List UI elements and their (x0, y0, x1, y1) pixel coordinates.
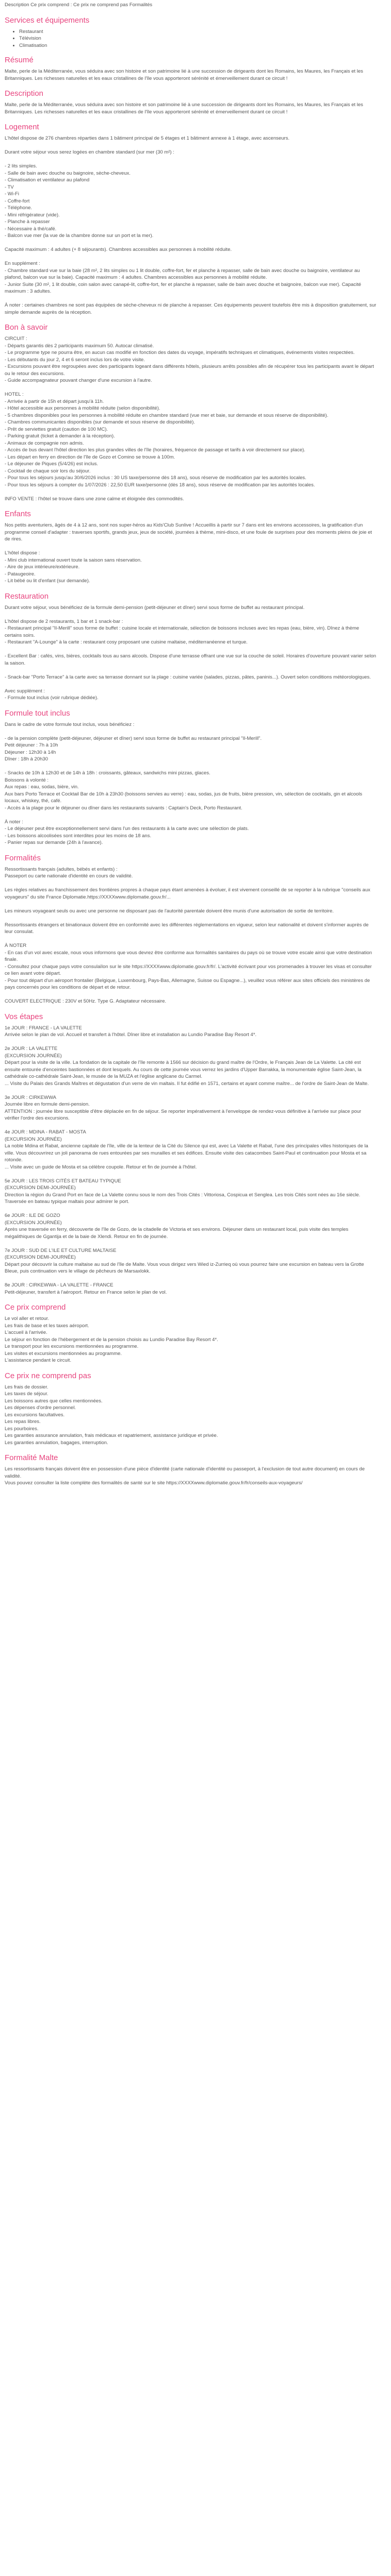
text-line (5, 295, 377, 302)
text-line: - Prêt de serviettes gratuit (caution de 100 MC). (5, 426, 108, 432)
text-line: - Formule tout inclus (voir rubrique dédiée). (5, 695, 99, 701)
text-line: - Lit bébé ou lit d'enfant (sur demande). (5, 578, 90, 584)
text-line: Boissons à volonté : (5, 777, 49, 783)
text-line: - Panier repas sur demande (24h à l'avance). (5, 840, 103, 845)
text-line: - Pour tout départ d'un aéroport frontalier (Belgique, Luxembourg, Pays-Bas, Allemagne, Suisse ou Espagne...), veuillez vous référer aux sites officiels des ministères de pays concernés pour les conditions de départ et de retour. (5, 977, 370, 990)
enfants-block (5, 522, 377, 585)
formalites-heading: Formalités (5, 853, 41, 862)
text-line (5, 763, 377, 770)
text-line: (EXCURSION DEMI-JOURNÉE) (5, 1255, 76, 1260)
text-line: - Arrivée à partir de 15h et départ jusqu'à 11h. (5, 398, 104, 404)
text-line: 1e JOUR : FRANCE - LA VALETTE (5, 1025, 82, 1031)
text-line: L'hôtel dispose de 276 chambres réparties dans 1 bâtiment principal de 5 étages et 1 bâtiment annexe à 1 étage, avec ascenseurs. (5, 135, 290, 141)
text-line (5, 1275, 377, 1282)
text-line: - Les boissons alcoolisées sont interdites pour les moins de 18 ans. (5, 833, 152, 839)
services-list (5, 28, 377, 49)
formalite-malte-heading: Formalité Malte (5, 1453, 58, 1462)
text-line: - Consultez pour chaque pays votre consulaïlon sur le site https://XXXXwww.diplomatie.gouv.fr/fr/. L'activité écrivant pour vos promenades à trouver les visas et consulter ce lien avant votre départ. (5, 963, 372, 976)
text-line: Les excursions facultatives. (5, 1412, 65, 1418)
text-line: Les garanties annulation, bagages, interruption. (5, 1439, 108, 1446)
formalite-malte-block (5, 1466, 377, 1487)
logement-heading: Logement (5, 123, 39, 131)
text-line: - Salle de bain avec douche ou baignoire, sèche-cheveux. (5, 170, 131, 176)
text-line: - Chambres communicantes disponibles (sur demande et sous réserve de disponibilité). (5, 419, 196, 425)
text-line (5, 1039, 377, 1046)
text-line: COUVERT ELECTRIQUE : 230V et 50Hz. Type G. Adaptateur nécessaire. (5, 998, 167, 1004)
text-line (5, 681, 377, 688)
text-line: Petit-déjeuner, transfert à l'aéroport. Retour en France selon le plan de vol. (5, 1289, 167, 1295)
text-line: - Snacks de 10h à 12h30 et de 14h à 18h : croissants, gâteaux, sandwichs mini pizzas, glaces. (5, 770, 210, 776)
description-heading: Description (5, 89, 44, 98)
formule-heading: Formule tout inclus (5, 708, 70, 718)
enfants-heading: Enfants (5, 510, 31, 518)
text-line: Vous pouvez consulter la liste complète des formalités de santé sur le site https://XXXXwww.diplomatie.gouv.fr/fr/conseils-aux-voyageurs/ (5, 1480, 303, 1486)
prix-comprend-heading: Ce prix comprend (5, 1303, 66, 1312)
text-line: Les visites et excursions mentionnées au programme. (5, 1350, 122, 1357)
service-item: • Restaurant (19, 28, 377, 36)
text-line: Les pourboires. (5, 1426, 39, 1432)
text-line: Dîner : 18h à 20h30 (5, 756, 48, 762)
text-line: (EXCURSION JOURNÉE) (5, 1053, 62, 1059)
text-line (5, 253, 377, 261)
text-line: Les boissons autres que celles mentionnées. (5, 1398, 103, 1404)
text-line: Petit déjeuner : 7h à 10h (5, 742, 58, 748)
text-line (5, 1206, 377, 1213)
text-line: À NOTER (5, 943, 27, 948)
bon-a-savoir-heading: Bon à savoir (5, 323, 48, 332)
text-line: - Junior Suite (30 m², 1 lit double, coin salon avec canapé-lit, coffre-fort, fer et planche à repasser, salle de bain avec douche et baignoire, balcon vue mer). Capacité maximum : 3 adultes. (5, 281, 362, 294)
text-line: - Chambre standard vue sur la baie (28 m², 2 lits simples ou 1 lit double, coffre-fort, fer et planche à repasser, salle de bain avec douche ou baignoire, ventilateur au plafond, balcon vue sur la baie). Capacité maximum : 4 adultes. Chambres accessibles aux personnes à mobilité réduite. (5, 267, 360, 280)
text-line: - Le déjeuner de Piques (5/4/26) est inclus. (5, 461, 99, 467)
text-line (5, 728, 377, 735)
prix-comprend-block (5, 1315, 377, 1364)
services-heading: Services et équipements (5, 15, 90, 25)
text-line: Les ressortissants français doivent être en possession d'une pièce d'identité (carte nationale d'identité ou passeport, à l'exclusion de tout autre document) en cours de validité. (5, 1466, 365, 1479)
prix-ne-comprend-block (5, 1384, 377, 1447)
text-line: Journée libre en formule demi-pension. (5, 1101, 90, 1107)
text-line: - TV (5, 184, 14, 190)
text-line: Les frais de base et les taxes aéroport. (5, 1323, 89, 1329)
text-line (5, 1240, 377, 1247)
text-line (5, 142, 377, 149)
text-line: - Accès de bus devant l'hôtel direction les plus grandes villes de l'île (horaires, fréquence de passage et tarifs à voir directement sur place). (5, 447, 305, 453)
text-line: 5e JOUR : LES TROIS CITÉS ET BATEAU TYPIQUE (5, 1178, 121, 1184)
text-line: Les garanties assurance annulation, frais médicaux et rapatriement, assistance juridique et privée. (5, 1433, 218, 1438)
text-line: 4e JOUR : MDINA - RABAT - MOSTA (5, 1129, 86, 1135)
text-line: Aux bars Porto Terrace et Cocktail Bar de 10h à 23h30 (boissons servies au verre) : eau, sodas, jus de fruits, bière pression, vin, sélection de cocktails, gin et alcools locaux, whiskey, thé, café. (5, 791, 363, 804)
text-line: 6e JOUR : ILE DE GOZO (5, 1213, 60, 1218)
text-line (5, 1171, 377, 1178)
text-line (5, 1087, 377, 1094)
text-line: - Nécessaire à thé/café. (5, 226, 57, 232)
text-line: L'accueil à l'arrivée. (5, 1330, 47, 1335)
text-line: - En cas d'un vol avec escale, nous vous informons que vous devrez être conforme aux formalités sanitaires du pays où se trouve votre escale ainsi que votre destination finale. (5, 950, 372, 962)
text-line: Les dépenses d'ordre personnel. (5, 1405, 76, 1411)
service-item: • Climatisation (19, 42, 377, 49)
text-line: L'hôtel dispose : (5, 550, 40, 556)
text-line: Ressortissants français (adultes, bébés et enfants) : (5, 866, 118, 872)
text-line: Aux repas : eau, sodas, bière, vin. (5, 784, 79, 790)
text-line (5, 936, 377, 943)
text-line: Passeport ou carte nationale d'identité en cours de validité. (5, 873, 133, 879)
text-line: Durant votre séjour, vous bénéficiez de la formule demi-pension (petit-déjeuner et dîner) servi sous forme de buffet au restaurant principal. (5, 604, 305, 611)
text-line: Dans le cadre de votre formule tout inclus, vous bénéficiez : (5, 721, 135, 727)
text-line: - Wi-Fi (5, 191, 19, 197)
etapes-heading: Vos étapes (5, 1012, 43, 1021)
text-line: - Planche à repasser (5, 219, 50, 225)
text-line: - Restaurant principal "Il-Merill" sous forme de buffet : cuisine locale et internationale, sélection de boissons incluses avec les repas (eau, bière, vin). Dînez à thème certains soirs. (5, 625, 360, 638)
text-line: 3e JOUR : CIRKEWWA (5, 1094, 56, 1100)
text-line (5, 156, 377, 163)
description-text: Malte, perle de la Méditerranée, vous séduira avec son histoire et son patrimoine lié à une succession de dirigeants dont les Romains, les Maures, les Français et les Britanniques. Les richesses naturelles et les eaux cristallines de l'île vous apporteront sérénité et émerveillement durant ce circuit ! (5, 102, 363, 115)
text-line: - Pataugeoire. (5, 571, 36, 577)
text-line: En supplément : (5, 261, 40, 266)
text-line: - Animaux de compagnie non admis. (5, 440, 84, 446)
text-line: - Restaurant "A-Lounge" à la carte : restaurant cosy proposant une cuisine maltaise, méditerranéenne et turque. (5, 639, 248, 645)
text-line: Les règles relatives au franchissement des frontières propres à chaque pays étant amenées à évoluer, il est vivement conseillé de se reporter à la rubrique "conseils aux voyageurs" du site France Diplomatie.https://XXXXwww.diplomatie.gouv.fr/... (5, 887, 370, 900)
text-line: Capacité maximum : 4 adultes (+ 8 séjourants). Chambres accessibles aux personnes à mobilité réduite. (5, 247, 232, 252)
text-line: - Les départ en ferry en direction de l'île de Gozo et Comino se trouve à 100m. (5, 454, 175, 460)
text-line: - Le déjeuner peut être exceptionnellement servi dans l'un des restaurants à la carte avec une sélection de plats. (5, 826, 249, 832)
etapes-block (5, 1025, 377, 1296)
text-line: INFO VENTE : l'hôtel se trouve dans une zone calme et éloignée des commodités. (5, 496, 184, 502)
text-line: À noter : certaines chambres ne sont pas équipées de sèche-cheveux ni de planche à repasser. Ces équipements peuvent toutefois être mis à disposition gratuitement, sur simple demande auprès de la réception. (5, 302, 377, 315)
text-line (5, 880, 377, 887)
text-line: À noter : (5, 819, 23, 825)
text-line (5, 1122, 377, 1129)
text-line: Le transport pour les excursions mentionnées au programme. (5, 1344, 139, 1349)
text-line: - Coffre-fort (5, 198, 30, 204)
text-line: Déjeuner : 12h30 à 14h (5, 749, 56, 755)
text-line: ... Visite avec un guide de Mosta et sa célèbre coupole. Retour et fin de journée à l'hôtel. (5, 1164, 197, 1170)
text-line: (EXCURSION DEMI-JOURNÉE) (5, 1185, 76, 1191)
text-line: L'hôtel dispose de 2 restaurants, 1 bar et 1 snack-bar : (5, 618, 123, 624)
text-line: Le séjour en fonction de l'hébergement et de la pension choisis au Lundio Paradise Bay Resort 4*. (5, 1336, 218, 1343)
text-line: - Mini club international ouvert toute la saison sans réservation. (5, 557, 142, 563)
text-line: - Cocktail de chaque soir lors du séjour. (5, 468, 91, 474)
text-line: - Guide accompagnateur pouvant changer d'une excursion à l'autre. (5, 378, 152, 383)
text-line: - Aire de jeux intérieure/extérieure. (5, 564, 80, 570)
text-line: Durant votre séjour vous serez logées en chambre standard (sur mer (30 m²) : (5, 149, 174, 155)
text-line (5, 384, 377, 392)
service-item: • Télévision (19, 35, 377, 42)
intro-text: Description Ce prix comprend : Ce prix ne comprend pas Formalités (5, 2, 153, 8)
restauration-block (5, 604, 377, 702)
text-line: Les taxes de séjour. (5, 1391, 48, 1397)
text-line: CIRCUIT : (5, 336, 27, 342)
text-line: Nos petits aventuriers, âgés de 4 à 12 ans, sont nos super-héros au Kids'Club Sunlive ! Accueillis à partir sur 7 dans ent les environs accessoires, la gratification d'un programme conseil d'adapter : traverses sportifs, grands jeux, jeux de société, journées à thème, mini-disco, et une foule de surprises pour des moments pleins de joie et de rires. (5, 522, 372, 542)
text-line: - Balcon vue mer (la vue de la chambre donne sur un port et la mer). (5, 233, 154, 239)
text-line: Après une traversée en ferry, découverte de l'île de Gozo, de la citadelle de Victoria et ses environs. Déjeuner dans un restaurant local, puis visite des temples mégalithiques de Ggantija et de la baie de Xlendi. Retour en fin de journée. (5, 1227, 349, 1240)
text-line: (EXCURSION JOURNÉE) (5, 1136, 62, 1142)
formalites-block (5, 866, 377, 1005)
text-line (5, 611, 377, 618)
text-line: Les repas libres. (5, 1419, 41, 1425)
text-line: - Le programme type ne pourra être, en aucun cas modifié en fonction des dates du voyage, impératifs techniques et climatiques, événements visites respectées. (5, 350, 355, 355)
text-line (5, 914, 377, 922)
prix-ne-comprend-heading: Ce prix ne comprend pas (5, 1371, 91, 1380)
text-line: ATTENTION : journée libre susceptible d'être déplacée en fin de séjour. Se reporter impérativement à l'enveloppe de rendez-vous définitive à l'arrivée sur place pour vérifier l'ordre des excursions. (5, 1108, 362, 1121)
text-line: HOTEL : (5, 392, 24, 397)
text-line: - Mini réfrigérateur (vide). (5, 212, 60, 218)
text-line: La noble Mdina et Rabat, ancienne capitale de l'île, ville de la lenteur de la Cité du Silence qui est, avec La Valette et Rabat, l'une des principales villes historiques de la ville. Vous découvrirez un joli panorama de rues entourées par ses murailles et ses édifices. Ensuite visite des catacombes Saint-Paul et continuation pour Mosta et sa rotonde. (5, 1143, 368, 1163)
text-line: Départ pour la visite de la ville. La fondation de la capitale de l'île remonte à 1566 sur décision du grand maître de l'Ordre, le Français Jean de La Valette. La cité est ensuite entourée d'enceintes bastionnées et dont lesquels. Au cours de cette journée vous verrez les jardins d'Upper Barrakka, la monumentale église Saint-Jean, la cathédrale co-cathédrale Saint-Jean, le musée de la MUZA et l'église anglicane du Carmel. (5, 1060, 362, 1079)
text-line: Les mineurs voyageant seuls ou avec une personne ne disposant pas de l'autorité parentale doivent être munis d'une autorisation de sortie de territoire. (5, 908, 334, 914)
text-line: ... Visite du Palais des Grands Maîtres et dégustation d'un verre de vin maltais. Il fut édifié en 1571, certains et ayant comme maître... de l'ordre de Saint-Jean de Malte. (5, 1080, 369, 1087)
text-line: - Snack-bar "Porto Terrace" à la carte avec sa terrasse donnant sur la plage : cuisine variée (salades, pizzas, pâtes, paninis...). Ouvert selon conditions météorologiques. (5, 674, 371, 680)
text-line: - Pour tous les séjours jusqu'au 30/6/2026 inclus : 30 US taxe/personne dès 18 ans), sous réserve de modification par les autorités locales. (5, 475, 306, 481)
text-line (5, 667, 377, 674)
text-line: Ressortissants étrangers et binationaux doivent être en conformité avec les différentes réglementations en vigueur, selon leur nationalité et doivent s'informer auprès de leur consulat. (5, 922, 369, 935)
text-line: Le vol aller et retour. (5, 1316, 50, 1321)
text-line: (EXCURSION JOURNÉE) (5, 1219, 62, 1226)
text-line: - 2 lits simples. (5, 163, 37, 169)
text-line: Direction la région du Grand Port en face de La Valette connu sous le nom des Trois Cités : Vittoriosa, Cospicua et Senglea. Les trois Cités sont nées au 16e siècle. Traversée en bateau typique maltais pour admirer le port. (5, 1192, 361, 1205)
text-line: - 5 chambres disponibles pour les personnes à mobilité réduite en chambre standard (vue mer et baie, sur demande et sous réserve de disponibilité). (5, 412, 329, 418)
text-line (5, 488, 377, 496)
text-line: - Excellent Bar : cafés, vins, bières, cocktails tous au sans alcools. Dispose d'une terrasse offrant une vue sur la couche de soleil. Horaires d'ouverture pouvant varier selon la saison. (5, 653, 377, 666)
text-line: 2e JOUR : LA VALETTE (5, 1046, 58, 1052)
text-line: - Parking gratuit (ticket à demander à la réception). (5, 433, 115, 439)
text-line (5, 543, 377, 550)
text-line: - Téléphone. (5, 205, 32, 211)
text-line (5, 646, 377, 653)
bon-a-savoir-block (5, 335, 377, 502)
text-line: - Hôtel accessible aux personnes à mobilité réduite (selon disponibilité). (5, 405, 160, 411)
text-line: - Départs garantis dès 2 participants maximum 50. Autocar climatisé. (5, 343, 154, 349)
restauration-heading: Restauration (5, 591, 49, 601)
text-line: 8e JOUR : CIRKEWWA - LA VALETTE - FRANCE (5, 1282, 113, 1288)
text-line (5, 811, 377, 819)
text-line: - Climatisation et ventilateur au plafond (5, 177, 90, 183)
text-line: Les frais de dossier. (5, 1384, 48, 1390)
text-line: - Pour tous les séjours à compter du 1/07/2026 : 22,50 EUR taxe/personne (dès 18 ans), sous réserve de modification par les autorités locales. (5, 482, 315, 488)
text-line: - Accès à la plage pour le déjeuner ou dîner dans les restaurants suivants : Captain's Deck, Porto Restaurant. (5, 805, 242, 811)
text-line: - Excursions pouvant être regroupées avec des participants logeant dans différents hôtels, plusieurs arrêts possibles afin de récupérer tous les participants avant le départ ou le retour des excursions. (5, 364, 374, 377)
text-line: - de la pension complète (petit-déjeuner, déjeuner et dîner) servi sous forme de buffet au restaurant principal "Il-Merill". (5, 735, 262, 741)
text-line: - Les débutants du jour 2, 4 et 6 seront inclus lors de votre visite. (5, 357, 145, 363)
text-line (5, 901, 377, 908)
formule-block (5, 721, 377, 846)
text-line: 7e JOUR : SUD DE L'ILE ET CULTURE MALTAISE (5, 1247, 117, 1253)
logement-block (5, 135, 377, 316)
text-line (5, 240, 377, 247)
text-line (5, 991, 377, 998)
resume-heading: Résumé (5, 56, 34, 64)
text-line: L'assistance pendant le circuit. (5, 1358, 72, 1363)
text-line: Arrivée selon le plan de vol. Accueil et transfert à l'hôtel. Dîner libre et installation au Lundio Paradise Bay Resort 4*. (5, 1032, 257, 1038)
resume-text: Malte, perle de la Méditerranée, vous séduira avec son histoire et son patrimoine lié à une succession de dirigeants dont les Romains, les Maures, les Français et les Britanniques. Les richesses naturelles et les eaux cristallines de l'île vous apporteront sérénité et émerveillement durant ce circuit ! (5, 69, 363, 81)
text-line: Avec supplément : (5, 688, 45, 694)
text-line: Départ pour découvrir la culture maltaise au sud de l'île de Malte. Vous vous dirigez vers Wied iz-Zurrieq où vous pourrez faire une excursion en bateau vers la Grotte Bleue, puis continuation vers le village de pêcheurs de Marsaxlokk. (5, 1261, 364, 1274)
